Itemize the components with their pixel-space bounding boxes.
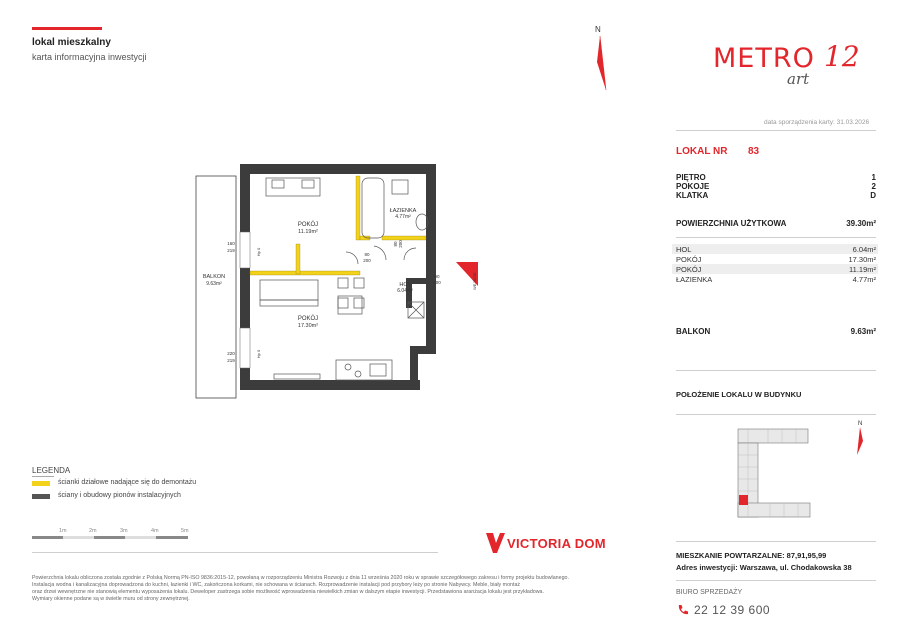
room-area: 4.77m² bbox=[852, 275, 876, 284]
sill-height: Hp 0 bbox=[256, 247, 261, 257]
pietro-value: 1 bbox=[871, 173, 876, 182]
entrance-label: WEJŚCIE bbox=[472, 272, 477, 290]
scale-label: 2m bbox=[89, 528, 97, 534]
logo-metro: METRO bbox=[713, 43, 815, 74]
scale-label: 1m bbox=[59, 528, 67, 534]
door-dimension: 80 bbox=[364, 252, 370, 257]
phone-icon bbox=[677, 604, 689, 616]
room-area-label: 6.04m² bbox=[397, 288, 413, 294]
sill-height: Hp 0 bbox=[256, 349, 261, 359]
door-dimension: 200 bbox=[363, 258, 371, 263]
scale-segment bbox=[125, 536, 156, 539]
scale-label: 4m bbox=[151, 528, 159, 534]
logo-art: art bbox=[787, 70, 810, 88]
balkon-label: BALKON bbox=[676, 327, 711, 336]
footnote: Wymiary okienne podane są w świetle muru od strony zewnętrznej. bbox=[32, 596, 190, 602]
legend-swatch-wall bbox=[32, 494, 50, 499]
divider bbox=[32, 476, 54, 477]
pokoje-label: POKOJE bbox=[676, 182, 710, 191]
klatka-label: KLATKA bbox=[676, 191, 709, 200]
legend-title: LEGENDA bbox=[32, 466, 71, 475]
room-label: BALKON bbox=[202, 274, 226, 280]
north-arrow-icon bbox=[857, 427, 863, 455]
demountable-partitions bbox=[250, 176, 426, 275]
scale-label: 3m bbox=[120, 528, 128, 534]
phone-number[interactable]: 22 12 39 600 bbox=[694, 603, 771, 617]
structural-walls bbox=[240, 164, 436, 390]
room-label: HOL bbox=[399, 282, 411, 288]
room-area-label: 4.77m² bbox=[395, 214, 411, 220]
room-name: HOL bbox=[676, 245, 692, 254]
balkon-value: 9.63m² bbox=[850, 327, 876, 336]
door-dimension: 90 bbox=[434, 274, 440, 279]
klatka-value: D bbox=[870, 191, 876, 200]
legend-item: ściany i obudowy pionów instalacyjnych bbox=[58, 492, 181, 499]
room-area: 6.04m² bbox=[852, 245, 876, 254]
door-dimension: 200 bbox=[433, 280, 441, 285]
door-dimension: 200 bbox=[398, 240, 403, 248]
window-dimension: 220 bbox=[227, 351, 235, 356]
logo-number: 12 bbox=[824, 40, 860, 73]
balcony-outline bbox=[196, 176, 236, 398]
room-label: POKÓJ bbox=[297, 222, 319, 228]
scale-label: 5m bbox=[181, 528, 189, 534]
brand-name: VICTORIA DOM bbox=[507, 536, 606, 551]
header-accent-bar bbox=[32, 27, 102, 30]
footnote: Powierzchnia lokalu obliczona została zgodnie z Polską Normą PN-ISO 9836:2015-12, powołaną w rozporządzeniu Ministra Rozwoju z dnia 11 września 2020 roku w sprawie szczegółowego zakresu i formy projektu budowlanego. bbox=[32, 575, 569, 581]
room-row bbox=[672, 264, 878, 274]
room-name: ŁAZIENKA bbox=[676, 275, 713, 284]
divider bbox=[32, 552, 438, 553]
location-north-label: N bbox=[858, 421, 863, 427]
location-map bbox=[676, 414, 876, 542]
lokal-number: 83 bbox=[748, 146, 760, 157]
room-label: POKÓJ bbox=[297, 316, 319, 322]
footnote: oraz drzwi wewnętrzne nie stanowią elementu wyposażenia lokalu. Deweloper zastrzega sobie możliwość wprowadzenia niewielkich zmian w dalszym etapie inwestycji. Przedstawiona aranżacja lokalu jest przykładowa. bbox=[32, 589, 544, 595]
room-row bbox=[672, 274, 878, 284]
date-line: data sporządzenia karty: 31.03.2026 bbox=[764, 119, 870, 126]
area-label: POWIERZCHNIA UŻYTKOWA bbox=[676, 219, 787, 228]
victoria-dom-logo-icon bbox=[484, 531, 506, 555]
room-row bbox=[672, 254, 878, 264]
room-name: POKÓJ bbox=[676, 265, 702, 274]
pokoje-value: 2 bbox=[871, 182, 876, 191]
room-name: POKÓJ bbox=[676, 255, 702, 264]
unit-highlight bbox=[739, 495, 748, 505]
window-dimension: 219 bbox=[227, 248, 235, 253]
divider bbox=[676, 370, 876, 371]
legend-swatch-partition bbox=[32, 481, 50, 486]
scale-segment bbox=[63, 536, 94, 539]
divider bbox=[676, 580, 876, 581]
north-arrow-icon bbox=[586, 22, 610, 92]
sales-office-label: BIURO SPRZEDAŻY bbox=[676, 589, 743, 596]
north-arrow-label: N bbox=[595, 25, 601, 34]
document-subtitle: karta informacyjna inwestycji bbox=[32, 52, 147, 62]
room-area: 11.19m² bbox=[849, 265, 876, 274]
room-area-label: 17.30m² bbox=[297, 323, 319, 329]
area-value: 39.30m² bbox=[846, 219, 876, 228]
room-area: 17.30m² bbox=[848, 255, 876, 264]
repeat-units: MIESZKANIE POWTARZALNE: 87,91,95,99 bbox=[676, 551, 827, 560]
lokal-label: LOKAL NR bbox=[676, 146, 728, 157]
legend-item: ścianki działowe nadające się do demontażu bbox=[58, 479, 197, 486]
location-title: POŁOŻENIE LOKALU W BUDYNKU bbox=[676, 390, 802, 399]
room-row bbox=[672, 244, 878, 254]
investment-address: Adres inwestycji: Warszawa, ul. Chodakowska 38 bbox=[676, 563, 852, 572]
divider bbox=[676, 130, 876, 131]
room-label: ŁAZIENKA bbox=[389, 208, 417, 214]
room-area-label: 9.63m² bbox=[206, 281, 222, 287]
divider bbox=[676, 237, 876, 238]
pietro-label: PIĘTRO bbox=[676, 173, 706, 182]
document-title: lokal mieszkalny bbox=[32, 37, 111, 48]
window-dimension: 160 bbox=[227, 241, 235, 246]
scale-bar bbox=[32, 536, 188, 539]
door-dimension: 80 bbox=[393, 241, 398, 247]
room-area-label: 11.19m² bbox=[298, 229, 318, 235]
footnote: Instalacja wodna i kanalizacyjna doprowadzona do kuchni, łazienki i WC, zakończona korkami, nie schowana w ścianach. Rozprowadzenie instalacji pod przybory leży po stronie Nabywcy. Meble, biały montaż bbox=[32, 582, 521, 588]
window-dimension: 219 bbox=[227, 358, 235, 363]
floor-plan bbox=[186, 160, 486, 400]
